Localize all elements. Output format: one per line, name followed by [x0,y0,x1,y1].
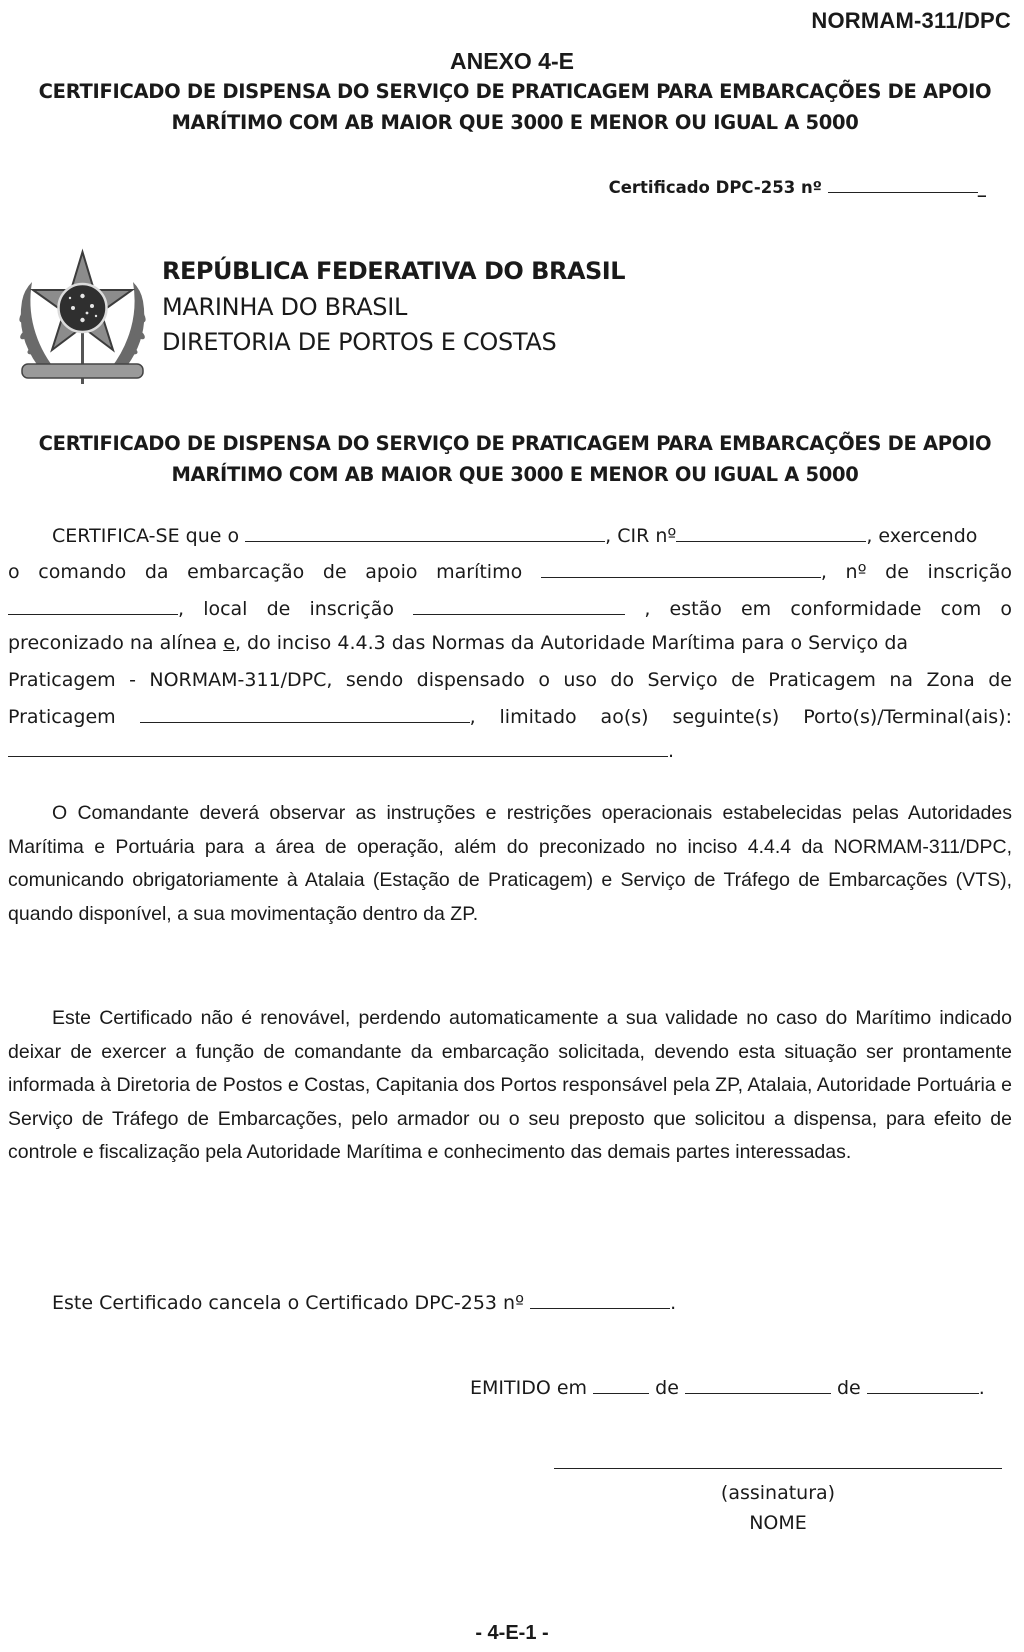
issued-label: EMITIDO em [470,1377,588,1399]
month-blank [685,1375,831,1394]
body-line-2 [8,559,1012,584]
vessel-blank [541,559,821,578]
day-blank [593,1375,649,1394]
certificate-number-blank [828,176,978,193]
blue-circle [59,284,107,332]
vessel-label: o comando da embarcação de apoio marítimo [8,561,523,583]
certificate-number-label: Certificado DPC-253 nº [608,178,822,197]
institution-republic: REPÚBLICA FEDERATIVA DO BRASIL [162,257,626,285]
signature-line [554,1468,1002,1469]
cancel-statement [52,1290,676,1314]
certificate-title [30,428,1000,490]
cancel-number-blank [530,1290,670,1309]
certificate-title-line-2: MARÍTIMO COM AB MAIOR QUE 3000 E MENOR OU IGUAL A 5000 [171,463,859,486]
certificate-number [609,176,986,197]
certifica-label: CERTIFICA-SE que o [52,525,240,547]
body-line-4 [8,631,1012,655]
body-line-6 [8,704,1012,729]
certificate-title-line-1: CERTIFICADO DE DISPENSA DO SERVIÇO DE PRATICAGEM PARA EMBARCAÇÕES DE APOIO [38,432,992,455]
brazil-coat-of-arms-emblem [10,246,155,396]
title-line-1: CERTIFICADO DE DISPENSA DO SERVIÇO DE PRATICAGEM PARA EMBARCAÇÕES DE APOIO [38,80,992,103]
paragraph-instructions-text: O Comandante deverá observar as instruções e restrições operacionais estabelecidas pelas Autoridades Marítima e Portuária para a área de operação, além do preconizado no inciso 4.4.4 da NORMAM-311/DPC, comunicando obrigatoriamente à Atalaia (Estação de Praticagem) e Serviço de Tráfego de Embarcações (VTS), quando disponível, a sua movimentação dentro da ZP. [8,802,1012,925]
issued-date-line [470,1375,985,1399]
name-blank [245,523,605,542]
institution-navy: MARINHA DO BRASIL [162,293,408,321]
cancel-end: . [670,1292,677,1314]
cancel-text: Este Certificado cancela o Certificado DPC-253 nº [52,1292,525,1314]
zone-label: Praticagem [8,706,116,728]
page-number: - 4-E-1 - [475,1622,549,1644]
ports-blank [8,738,668,757]
certificate-number-suffix: _ [977,178,986,197]
issued-de-1: de [655,1377,679,1399]
issued-end: . [978,1377,985,1399]
cir-blank [676,523,866,542]
year-blank [867,1375,979,1394]
place-blank [413,596,625,615]
body-text-4-underlined: e [223,632,235,654]
paragraph-instructions [8,797,1012,931]
registration-blank [8,596,178,615]
body-text-4a: preconizado na alínea [8,632,218,654]
body-line-5: Praticagem - NORMAM-311/DPC, sendo dispensado o uso do Serviço de Praticagem na Zona de [8,669,1012,691]
document-code: NORMAM-311/DPC [811,8,1011,33]
paragraph-validity-text: Este Certificado não é renovável, perdendo automaticamente a sua validade no caso do Marítimo indicado deixar de exercer a função de comandante da embarcação solicitada, devendo esta situação ser prontamente informada à Diretoria de Postos e Costas, Capitania dos Portos responsável pela ZP, Atalaia, Autoridade Portuária e Serviço de Tráfego de Embarcações, pelo armador ou o seu preposto que solicitou a dispensa, para efeito de controle e fiscalização pela Autoridade Marítima e conhecimento das demais partes interessadas. [8,1007,1012,1163]
ports-label: , limitado ao(s) seguinte(s) Porto(s)/Terminal(ais): [469,706,1012,728]
body-text-4b: , do inciso 4.4.3 das Normas da Autoridade Marítima para o Serviço da [234,632,909,654]
body-line-7-end: . [668,740,675,762]
motto-ribbon [22,364,143,378]
title-line-2: MARÍTIMO COM AB MAIOR QUE 3000 E MENOR OU IGUAL A 5000 [171,111,859,134]
signature-label: (assinatura) [720,1482,836,1504]
body-line-7 [8,738,1012,763]
registration-label: , nº de inscrição [820,561,1013,583]
paragraph-validity [8,1002,1012,1170]
document-title [30,76,1000,138]
institution-directorate: DIRETORIA DE PORTOS E COSTAS [162,328,557,356]
zone-blank [140,704,470,723]
exercendo-label: , exercendo [866,525,978,547]
body-line-1 [52,523,1012,548]
issued-de-2: de [836,1377,861,1399]
cir-label: , CIR nº [605,525,677,547]
annex-heading: ANEXO 4-E [450,48,574,74]
conformity-label: , estão em conformidade com o [644,598,1012,620]
body-line-3 [8,596,1012,621]
place-label: , local de inscrição [178,598,394,620]
signatory-name: NOME [749,1512,807,1534]
